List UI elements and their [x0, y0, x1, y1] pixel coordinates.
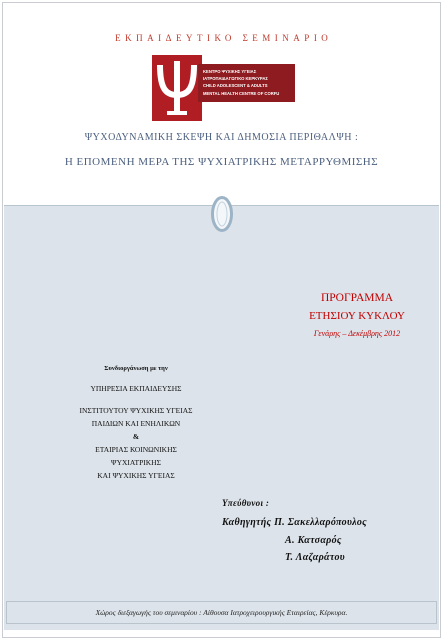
document-title-line-1: ΨΥΧΟΔΥΝΑΜΙΚΗ ΣΚΕΨΗ ΚΑΙ ΔΗΜΟΣΙΑ ΠΕΡΙΘΑΛΨΗ :	[84, 132, 359, 143]
lower-panel	[4, 205, 439, 630]
coorganizer-ampersand: &	[132, 432, 140, 441]
organization-logo	[152, 55, 295, 121]
coorganizer-line: ΙΝΣΤΙΤΟΥΤΟΥ ΨΥΧΙΚΗΣ ΥΓΕΙΑΣ	[79, 406, 193, 415]
venue-footer	[6, 601, 437, 624]
logo-text-line: ΙΑΤΡΟΠΑΙΔΑΓΩΓΙΚΟ ΚΕΡΚΥΡΑΣ	[203, 76, 268, 82]
responsible-name: Α. Κατσαρός	[285, 535, 342, 546]
program-period: Γενάρης – Δεκέμβρης 2012	[313, 329, 401, 338]
psi-icon	[152, 55, 202, 121]
coorganizer-line: ΨΥΧΙΑΤΡΙΚΗΣ	[111, 458, 161, 467]
oval-ornament-icon	[210, 195, 234, 233]
venue-text: Χώρος διεξαγωγής του σεμιναρίου : Αίθουσα Ιατροχειρουργικής Εταιρείας, Κέρκυρα.	[95, 608, 348, 617]
coorganizer-line: ΠΑΙΔΙΩΝ ΚΑΙ ΕΝΗΛΙΚΩΝ	[91, 419, 181, 428]
coorganizer-line: ΚΑΙ ΨΥΧΙΚΗΣ ΥΓΕΙΑΣ	[97, 471, 175, 480]
logo-text-line: CHILD ADOLESCENT & ADULTS	[203, 83, 268, 89]
program-subtitle: ΕΤΗΣΙΟΥ ΚΥΚΛΟΥ	[309, 310, 405, 322]
coorganizer-line: ΥΠΗΡΕΣΙΑ ΕΚΠΑΙΔΕΥΣΗΣ	[90, 384, 182, 393]
coorganizer-line: ΕΤΑΙΡΙΑΣ ΚΟΙΝΩΝΙΚΗΣ	[95, 445, 177, 454]
logo-text-line: ΚΕΝΤΡΟ ΨΥΧΙΚΗΣ ΥΓΕΙΑΣ	[203, 69, 257, 74]
logo-text-line: MENTAL HEALTH CENTRE OF CORFU	[203, 90, 280, 96]
responsible-name: Καθηγητής Π. Σακελλαρόπουλος	[222, 517, 367, 528]
program-title: ΠΡΟΓΡΑΜΜΑ	[320, 292, 394, 304]
document-title-line-2: Η ΕΠΟΜΕΝΗ ΜΕΡΑ ΤΗΣ ΨΥΧΙΑΤΡΙΚΗΣ ΜΕΤΑΡΡΥΘΜΙΣΗΣ	[64, 156, 379, 168]
seminar-label: ΕΚΠΑΙΔΕΥΤΙΚΟ ΣΕΜΙΝΑΡΙΟ	[115, 33, 333, 43]
logo-banner	[198, 64, 295, 102]
responsible-name: Τ. Λαζαράτου	[285, 552, 345, 563]
responsible-label: Υπεύθυνοι :	[222, 498, 270, 508]
coorganizers-intro: Συνδιοργάνωση με την	[104, 365, 168, 372]
